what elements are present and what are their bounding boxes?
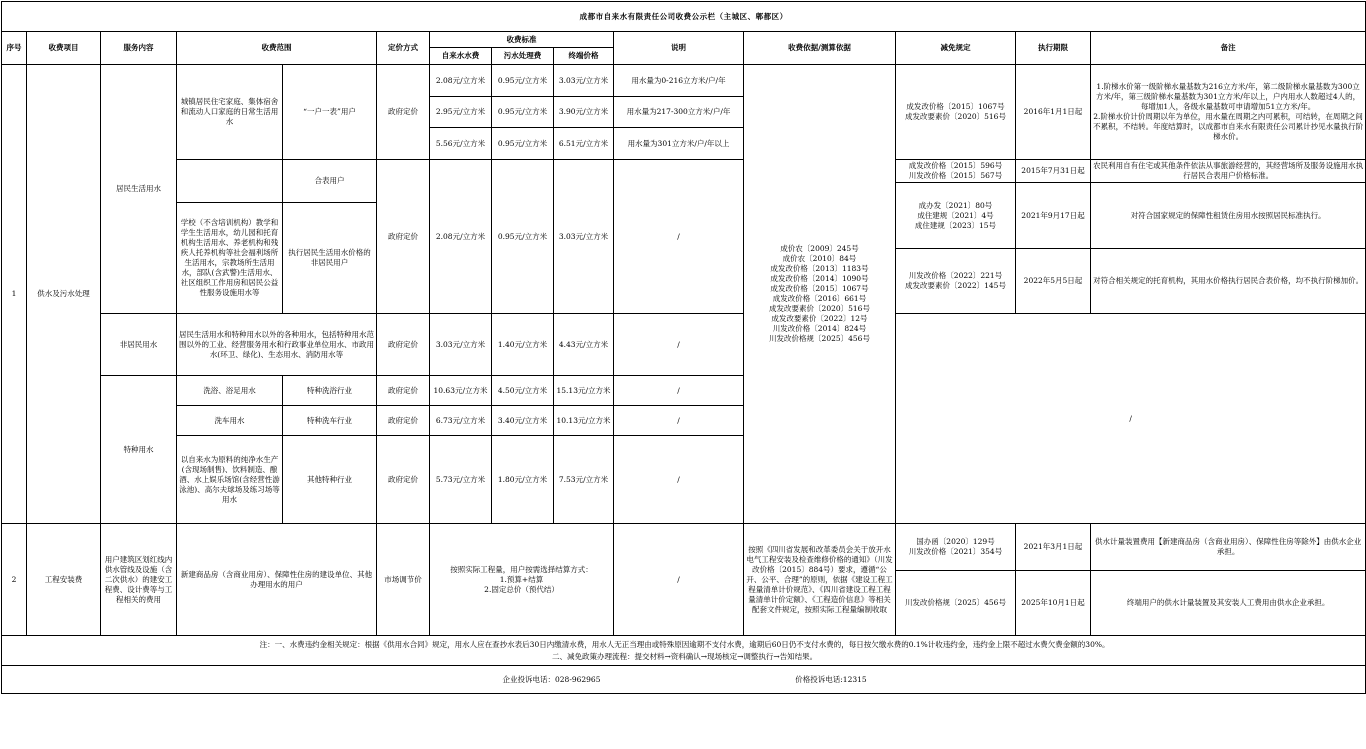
- sp3-scope: 其他特种行业: [283, 436, 377, 524]
- header-sewage-fee: 污水处理费: [492, 48, 554, 65]
- tier2-note: 用水量为217-300立方米/户/年: [614, 97, 744, 128]
- header-pricing-method: 定价方式: [377, 32, 430, 65]
- footer-hotlines: [2, 666, 1366, 694]
- sp2-scope: 特种洗车行业: [283, 406, 377, 436]
- row2-basis: 按照《四川省发展和改革委员会关于放开水电气工程安装及检查维修价格的通知》（川发改价格〔2015〕884号）要求，遵循“公开、公平、合理”的原则，依据《建设工程工程量清单计价规范》、《四川省建设工程工程量清单计价定额》、《工程造价信息》等相关配套文件规定，按照实际工程量编制收取: [744, 524, 896, 636]
- school-water: 2.08元/立方米: [430, 160, 492, 314]
- sp1-desc: 洗浴、浴足用水: [177, 376, 283, 406]
- company-hotline: 企业投诉电话：028-962965: [502, 674, 601, 684]
- shared-meter-label: 合表用户: [283, 160, 377, 203]
- non-res-final: 4.43元/立方米: [554, 314, 614, 376]
- row2-service: 用户建筑区划红线内供水管线及设施（含二次供水）的建安工程费、设计费等与工程相关的费用: [101, 524, 177, 636]
- header-water-fee: 自来水水费: [430, 48, 492, 65]
- school-desc: 学校（不含培训机构）教学和学生生活用水，幼儿园和托育机构生活用水、养老机构和残疾人托养机构等社会福利场所生活用水，宗教场所生活用水，部队(含武警)生活用水、社区组织工作用房和居民公益性服务设施用水等: [177, 203, 283, 314]
- school-scope: 执行居民生活用水价格的非居民用户: [283, 203, 377, 314]
- row2-note: /: [614, 524, 744, 636]
- sp1-water: 10.63元/立方米: [430, 376, 492, 406]
- row2-remark-1: 供水计量装置费用【新建商品房（含商业用房）、保障性住房等除外】由供水企业承担。: [1091, 524, 1366, 571]
- non-res-note: /: [614, 314, 744, 376]
- tier3-water: 5.56元/立方米: [430, 128, 492, 160]
- exec-date-2: 2015年7月31日起: [1016, 160, 1091, 183]
- header-scope: 收费范围: [177, 32, 377, 65]
- sp2-note: /: [614, 406, 744, 436]
- header-seq: 序号: [2, 32, 27, 65]
- non-res-sewage: 1.40元/立方米: [492, 314, 554, 376]
- footer-notes: [2, 636, 1366, 666]
- row2-reduction-2: 川发改价格规〔2025〕456号: [896, 571, 1016, 636]
- tier1-water: 2.08元/立方米: [430, 65, 492, 97]
- remark-3: 对符合国家规定的保障性租赁住房用水按照居民标准执行。: [1091, 183, 1366, 249]
- tier2-final: 3.90元/立方米: [554, 97, 614, 128]
- row2-reduction-1: 国办函〔2020〕129号 川发改价格〔2021〕354号: [896, 524, 1016, 571]
- header-final-price: 终端价格: [554, 48, 614, 65]
- row2-exec-date-1: 2021年3月1日起: [1016, 524, 1091, 571]
- sp2-sewage: 3.40元/立方米: [492, 406, 554, 436]
- sp1-note: /: [614, 376, 744, 406]
- pricing-gov-5: 政府定价: [377, 406, 430, 436]
- header-exec-date: 执行期限: [1016, 32, 1091, 65]
- tier2-water: 2.95元/立方米: [430, 97, 492, 128]
- tier1-sewage: 0.95元/立方米: [492, 65, 554, 97]
- row2-seq: 2: [2, 524, 27, 636]
- tier3-note: 用水量为301立方米/户/年以上: [614, 128, 744, 160]
- sp1-sewage: 4.50元/立方米: [492, 376, 554, 406]
- row2-exec-date-2: 2025年10月1日起: [1016, 571, 1091, 636]
- pricing-gov-3: 政府定价: [377, 314, 430, 376]
- sp3-sewage: 1.80元/立方米: [492, 436, 554, 524]
- reduction-3: 成办发〔2021〕80号 成住建规〔2021〕4号 成住建规〔2023〕15号: [896, 183, 1016, 249]
- sp3-water: 5.73元/立方米: [430, 436, 492, 524]
- tier2-sewage: 0.95元/立方米: [492, 97, 554, 128]
- school-note: /: [614, 160, 744, 314]
- fee-table: [1, 1, 1366, 694]
- header-reduction: 减免规定: [896, 32, 1016, 65]
- reduction-1: 成发改价格〔2015〕1067号 成发改要素价〔2020〕516号: [896, 65, 1016, 160]
- tier1-note: 用水量为0-216立方米/户/年: [614, 65, 744, 97]
- fee-notice-document: [1, 1, 1365, 747]
- non-residential-label: 非居民用水: [101, 314, 177, 376]
- sp2-final: 10.13元/立方米: [554, 406, 614, 436]
- urban-residential-desc: 城镇居民住宅家庭、集体宿舍和流动人口家庭的日常生活用水: [177, 65, 283, 160]
- pricing-gov-2: 政府定价: [377, 160, 430, 314]
- row2-remark-2: 终端用户的供水计量装置及其安装人工费用由供水企业承担。: [1091, 571, 1366, 636]
- page-title: 成都市自来水有限责任公司收费公示栏（主城区、郫都区）: [2, 2, 1366, 32]
- exec-date-1: 2016年1月1日起: [1016, 65, 1091, 160]
- basis-list: 成价农〔2009〕245号 成价农〔2010〕84号 成发改价格〔2013〕1183号 成发改价格〔2014〕1090号 成发改价格〔2015〕1067号 成发改价格〔2016〕661号 成发改要素价〔2020〕516号 成发改要素价〔2022〕12号 川发改价格〔2014〕824号 川发改价格规〔2025〕456号: [744, 65, 896, 524]
- sp1-scope: 特种洗浴行业: [283, 376, 377, 406]
- row2-item: 工程安装费: [27, 524, 101, 636]
- shared-meter-left: [177, 160, 283, 203]
- row2-pricing: 市场调节价: [377, 524, 430, 636]
- one-meter-label: “一户一表”用户: [283, 65, 377, 160]
- special-label: 特种用水: [101, 376, 177, 524]
- pricing-gov-4: 政府定价: [377, 376, 430, 406]
- row1-item: 供水及污水处理: [27, 65, 101, 524]
- school-final: 3.03元/立方米: [554, 160, 614, 314]
- non-res-water: 3.03元/立方米: [430, 314, 492, 376]
- sp3-desc: 以自来水为原料的纯净水生产(含现场制售)、饮料制造、酿酒、水上娱乐场馆(含经营性游泳池)、高尔夫球场及练习场等用水: [177, 436, 283, 524]
- header-service: 服务内容: [101, 32, 177, 65]
- pricing-gov-1: 政府定价: [377, 65, 430, 160]
- footer-note-2: 二、减免政策办理流程：提交材料→资料确认→现场核定→调整执行→告知结果。: [552, 651, 818, 661]
- residential-label: 居民生活用水: [101, 65, 177, 314]
- pricing-gov-6: 政府定价: [377, 436, 430, 524]
- remark-1: 1.阶梯水价第一级阶梯水量基数为216立方米/年，第二级阶梯水量基数为300立方米/年，第三级阶梯水量基数为301立方米/年以上，户内用水人数超过4人的，每增加1人，各级水量基数可申请增加51立方米/年。 2.阶梯水价计价周期以年为单位，用水量在周期之内可累积，可结转，在周期之间不累积，不结转。年度结算时，以成都市自来水有限责任公司累计抄见水量执行阶梯水价。: [1091, 65, 1366, 160]
- remark-2: 农民利用自有住宅或其他条件依法从事旅游经营的，其经营场所及服务设施用水执行居民合表用户价格标准。: [1091, 160, 1366, 183]
- non-residential-desc: 居民生活用水和特种用水以外的各种用水，包括特种用水范围以外的工业、经营服务用水和行政事业单位用水、市政用水(环卫、绿化)、生态用水、消防用水等: [177, 314, 377, 376]
- header-basis: 收费依据/测算依据: [744, 32, 896, 65]
- tier1-final: 3.03元/立方米: [554, 65, 614, 97]
- exec-date-3: 2021年9月17日起: [1016, 183, 1091, 249]
- footer-note-1: 注：一、水费违约金相关规定：根据《供用水合同》规定，用水人应在查抄水表后30日内缴清水费，用水人无正当理由或特殊原因逾期不支付水费，逾期后60日仍不支付水费的，每日按欠缴水费的0.1%计收违约金，违约金上限不超过水费欠费金额的30%。: [259, 639, 1110, 649]
- tier3-final: 6.51元/立方米: [554, 128, 614, 160]
- sp1-final: 15.13元/立方米: [554, 376, 614, 406]
- reduction-blank: /: [896, 314, 1366, 524]
- exec-date-4: 2022年5月5日起: [1016, 249, 1091, 314]
- header-note: 说明: [614, 32, 744, 65]
- remark-4: 对符合相关规定的托育机构，其用水价格执行居民合表价格，均不执行阶梯加价。: [1091, 249, 1366, 314]
- sp3-note: /: [614, 436, 744, 524]
- sp2-desc: 洗车用水: [177, 406, 283, 436]
- header-remark: 备注: [1091, 32, 1366, 65]
- reduction-2: 成发改价格〔2015〕596号 川发改价格〔2015〕567号: [896, 160, 1016, 183]
- sp3-final: 7.53元/立方米: [554, 436, 614, 524]
- school-sewage: 0.95元/立方米: [492, 160, 554, 314]
- sp2-water: 6.73元/立方米: [430, 406, 492, 436]
- reduction-4: 川发改价格〔2022〕221号 成发改要素价〔2022〕145号: [896, 249, 1016, 314]
- header-item: 收费项目: [27, 32, 101, 65]
- price-hotline: 价格投诉电话:12315: [795, 674, 867, 684]
- row2-standard: 按照实际工程量，用户按需选择结算方式： 1.预算+结算 2.固定总价（预代结）: [430, 524, 614, 636]
- header-standard: 收费标准: [430, 32, 614, 48]
- row1-seq: 1: [2, 65, 27, 524]
- row2-scope: 新建商品房（含商业用房）、保障性住房的建设单位、其他办理用水的用户: [177, 524, 377, 636]
- tier3-sewage: 0.95元/立方米: [492, 128, 554, 160]
